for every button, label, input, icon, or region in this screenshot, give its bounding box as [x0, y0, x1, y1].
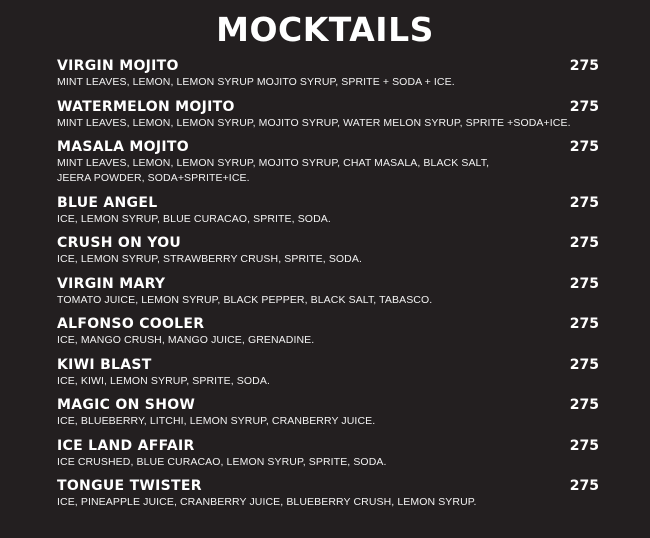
- item-description: ICE CRUSHED, BLUE CURACAO, LEMON SYRUP, SPRITE, SODA.: [57, 455, 387, 468]
- item-description: MINT LEAVES, LEMON, LEMON SYRUP, MOJITO SYRUP, WATER MELON SYRUP, SPRITE +SODA+ICE.: [57, 116, 571, 129]
- item-name: ALFONSO COOLER: [57, 316, 205, 332]
- item-description: MINT LEAVES, LEMON, LEMON SYRUP MOJITO SYRUP, SPRITE + SODA + ICE.: [57, 76, 455, 88]
- item-price: 275: [569, 316, 599, 332]
- item-description: ICE, BLUEBERRY, LITCHI, LEMON SYRUP, CRANBERRY JUICE.: [57, 415, 376, 427]
- menu-title: MOCKTAILS: [216, 10, 434, 49]
- item-price: 275: [569, 437, 599, 454]
- item-name: WATERMELON MOJITO: [57, 98, 235, 115]
- item-price: 275: [569, 478, 599, 494]
- item-name: KIWI BLAST: [57, 356, 152, 373]
- item-description: ICE, KIWI, LEMON SYRUP, SPRITE, SODA.: [57, 374, 270, 387]
- menu-item-tongue-twister: [57, 477, 599, 510]
- menu-item-magic-on-show: [57, 396, 599, 429]
- item-name: TONGUE TWISTER: [57, 478, 202, 494]
- item-description: ICE, LEMON SYRUP, BLUE CURACAO, SPRITE, SODA.: [57, 212, 331, 225]
- item-price: 275: [569, 98, 599, 115]
- item-price: 275: [569, 397, 599, 413]
- item-price: 275: [569, 139, 599, 155]
- menu-item-masala-mojito: [57, 138, 599, 186]
- item-name: VIRGIN MOJITO: [57, 58, 179, 74]
- item-description: ICE, MANGO CRUSH, MANGO JUICE, GRENADINE.: [57, 334, 315, 346]
- item-name: MASALA MOJITO: [57, 139, 189, 155]
- menu-item-blue-angel: [57, 194, 599, 227]
- item-price: 275: [569, 58, 599, 74]
- menu-item-ice-land-affair: [57, 437, 599, 470]
- menu-item-kiwi-blast: [57, 356, 599, 389]
- menu-item-alfonso-cooler: [57, 315, 599, 348]
- item-description: ICE, LEMON SYRUP, STRAWBERRY CRUSH, SPRITE, SODA.: [57, 253, 362, 265]
- item-description: ICE, PINEAPPLE JUICE, CRANBERRY JUICE, BLUEBERRY CRUSH, LEMON SYRUP.: [57, 496, 477, 508]
- item-description: MINT LEAVES, LEMON, LEMON SYRUP, MOJITO SYRUP, CHAT MASALA, BLACK SALT, JEERA POWDER, SODA+SPRITE+ICE.: [57, 157, 490, 184]
- item-description: TOMATO JUICE, LEMON SYRUP, BLACK PEPPER, BLACK SALT, TABASCO.: [57, 293, 433, 306]
- item-name: ICE LAND AFFAIR: [57, 437, 195, 454]
- menu-item-virgin-mojito: [57, 57, 599, 90]
- item-price: 275: [569, 194, 599, 211]
- item-name: VIRGIN MARY: [57, 275, 166, 292]
- item-name: MAGIC ON SHOW: [57, 397, 196, 413]
- menu-item-virgin-mary: [57, 275, 599, 308]
- mocktail-list: [57, 57, 599, 518]
- item-name: BLUE ANGEL: [57, 194, 158, 211]
- item-price: 275: [569, 356, 599, 373]
- item-name: CRUSH ON YOU: [57, 235, 182, 251]
- menu-item-crush-on-you: [57, 234, 599, 267]
- item-price: 275: [569, 235, 599, 251]
- item-price: 275: [569, 275, 599, 292]
- menu-item-watermelon-mojito: [57, 98, 599, 131]
